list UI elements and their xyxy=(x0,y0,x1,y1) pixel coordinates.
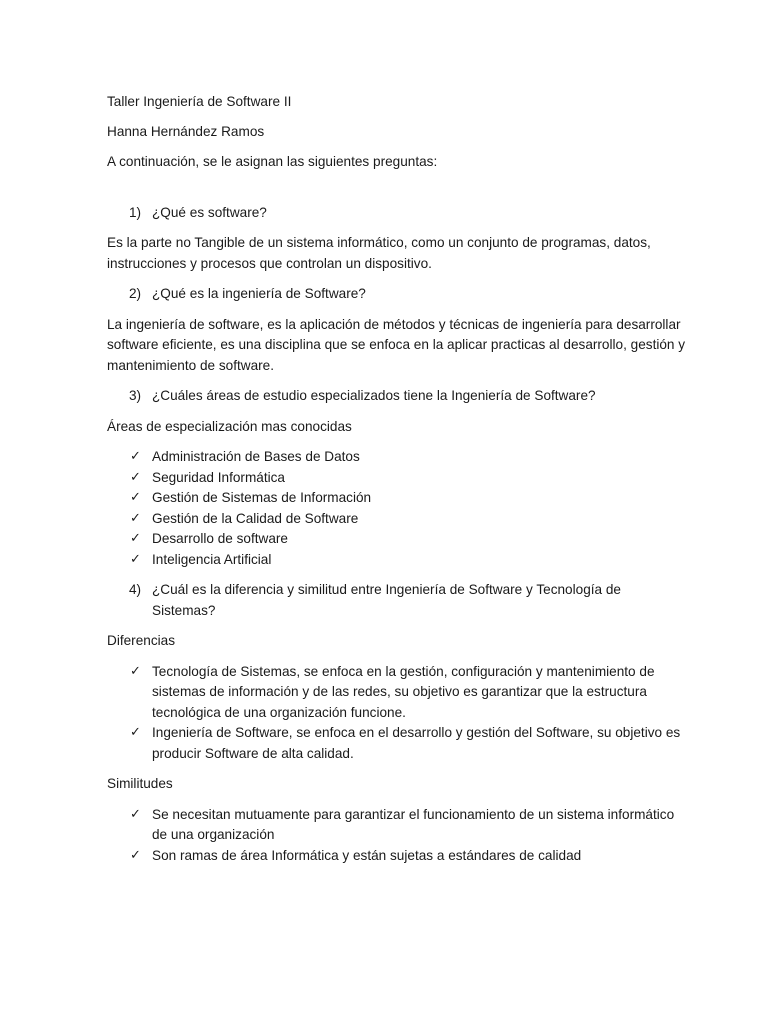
list-item-text: Inteligencia Artificial xyxy=(152,551,272,567)
answer-2: La ingeniería de software, es la aplicación de métodos y técnicas de ingeniería para desarrollar software eficiente, es una disciplina que se enfoca en la aplicar practicas al desarrollo, gestión y mantenimiento de software. xyxy=(107,316,686,373)
list-item-text: Desarrollo de software xyxy=(152,531,288,546)
question-2-number: 2) xyxy=(129,286,142,301)
checkmark-icon: ✓ xyxy=(130,847,141,863)
list-item xyxy=(107,723,687,764)
similarities-list xyxy=(107,805,687,867)
list-item xyxy=(107,488,687,509)
list-item-text: Administración de Bases de Datos xyxy=(152,449,360,464)
checkmark-icon: ✓ xyxy=(130,551,141,567)
question-2-text: ¿Qué es la ingeniería de Software? xyxy=(152,286,366,301)
areas-subheading: Áreas de especialización mas conocidas xyxy=(107,418,352,434)
question-1 xyxy=(107,203,687,224)
list-item-text: Gestión de Sistemas de Información xyxy=(152,490,372,505)
list-item xyxy=(107,529,687,550)
document-title: Taller Ingeniería de Software II xyxy=(107,94,292,109)
list-item-text: Se necesitan mutuamente para garantizar el funcionamiento de un sistema informático de una organización xyxy=(152,806,675,842)
list-item xyxy=(107,468,687,489)
list-item-text: Son ramas de área Informática y están sujetas a estándares de calidad xyxy=(152,847,582,863)
question-1-text: ¿Qué es software? xyxy=(152,204,267,220)
list-item xyxy=(107,550,687,571)
checkmark-icon: ✓ xyxy=(130,490,141,505)
similarities-heading: Similitudes xyxy=(107,776,173,791)
list-item xyxy=(107,509,687,530)
differences-heading: Diferencias xyxy=(107,633,175,648)
intro-text: A continuación, se le asignan las siguientes preguntas: xyxy=(107,154,438,169)
question-4 xyxy=(107,580,687,621)
list-item xyxy=(107,447,687,468)
question-2 xyxy=(107,284,687,305)
question-1-number: 1) xyxy=(129,204,142,220)
checkmark-icon: ✓ xyxy=(130,449,141,464)
checkmark-icon: ✓ xyxy=(130,806,141,822)
question-3 xyxy=(107,386,687,407)
checkmark-icon: ✓ xyxy=(130,725,141,740)
question-3-text: ¿Cuáles áreas de estudio especializados tiene la Ingeniería de Software? xyxy=(152,388,596,403)
areas-list xyxy=(107,447,687,570)
checkmark-icon: ✓ xyxy=(130,469,141,485)
list-item-text: Gestión de la Calidad de Software xyxy=(152,510,359,526)
question-3-number: 3) xyxy=(129,388,142,403)
list-item xyxy=(107,805,687,846)
author-name: Hanna Hernández Ramos xyxy=(107,124,265,139)
checkmark-icon: ✓ xyxy=(130,531,141,546)
checkmark-icon: ✓ xyxy=(130,663,141,679)
answer-1: Es la parte no Tangible de un sistema informático, como un conjunto de programas, datos, instrucciones y procesos que controlan un dispositivo. xyxy=(107,235,651,271)
list-item xyxy=(107,846,687,867)
document-page xyxy=(107,92,687,876)
list-item-text: Tecnología de Sistemas, se enfoca en la gestión, configuración y mantenimiento de sistemas de información y de las redes, su objetivo es garantizar que la estructura tecnológica de una organización funcione. xyxy=(152,663,655,720)
differences-list xyxy=(107,662,687,765)
checkmark-icon: ✓ xyxy=(130,510,141,526)
question-4-text: ¿Cuál es la diferencia y similitud entre Ingeniería de Software y Tecnología de Sistemas? xyxy=(152,582,621,618)
list-item-text: Seguridad Informática xyxy=(152,469,285,485)
list-item xyxy=(107,662,687,724)
list-item-text: Ingeniería de Software, se enfoca en el desarrollo y gestión del Software, su objetivo es producir Software de alta calidad. xyxy=(152,725,681,761)
question-4-number: 4) xyxy=(129,582,142,597)
